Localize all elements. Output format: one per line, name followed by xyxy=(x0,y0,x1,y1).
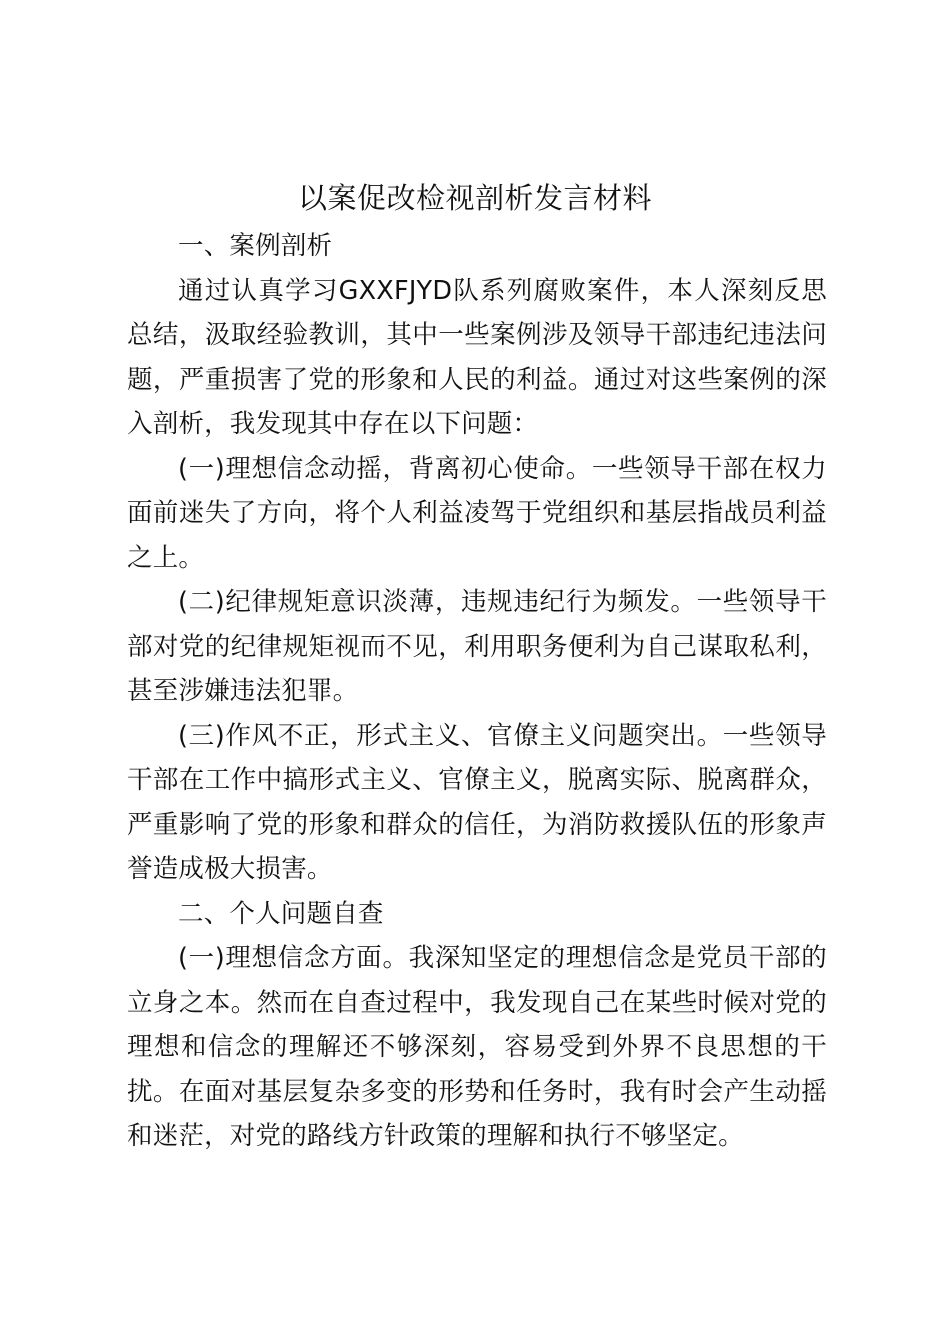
section-heading-self-inspection: 二、个人问题自查 xyxy=(178,898,384,929)
body-paragraph: (三)作风不正，形式主义、官僚主义问题突出。一些领导干部在工作中搞形式主义、官僚主义，脱离实际、脱离群众，严重影响了党的形象和群众的信任，为消防救援队伍的形象声誉造成极大损害。 xyxy=(127,720,827,884)
section-heading-case-analysis: 一、案例剖析 xyxy=(178,231,333,261)
body-paragraph: (一)理想信念动摇，背离初心使命。一些领导干部在权力面前迷失了方向，将个人利益凌驾于党组织和基层指战员利益之上。 xyxy=(127,453,827,573)
body-paragraph: 通过认真学习GXXFJYD队系列腐败案件，本人深刻反思总结，汲取经验教训，其中一些案例涉及领导干部违纪违法问题，严重损害了党的形象和人民的利益。通过对这些案例的深入剖析，我发现其中存在以下问题： xyxy=(127,275,827,439)
document-body xyxy=(127,224,827,1159)
document-title: 以案促改检视剖析发言材料 xyxy=(297,181,652,215)
body-paragraph: (一)理想信念方面。我深知坚定的理想信念是党员干部的立身之本。然而在自查过程中，我发现自己在某些时候对党的理想和信念的理解还不够深刻，容易受到外界不良思想的干扰。在面对基层复杂多变的形势和任务时，我有时会产生动摇和迷茫，对党的路线方针政策的理解和执行不够坚定。 xyxy=(127,943,827,1151)
body-paragraph: (二)纪律规矩意识淡薄，违规违纪行为频发。一些领导干部对党的纪律规矩视而不见，利用职务便利为自己谋取私利，甚至涉嫌违法犯罪。 xyxy=(127,587,827,706)
